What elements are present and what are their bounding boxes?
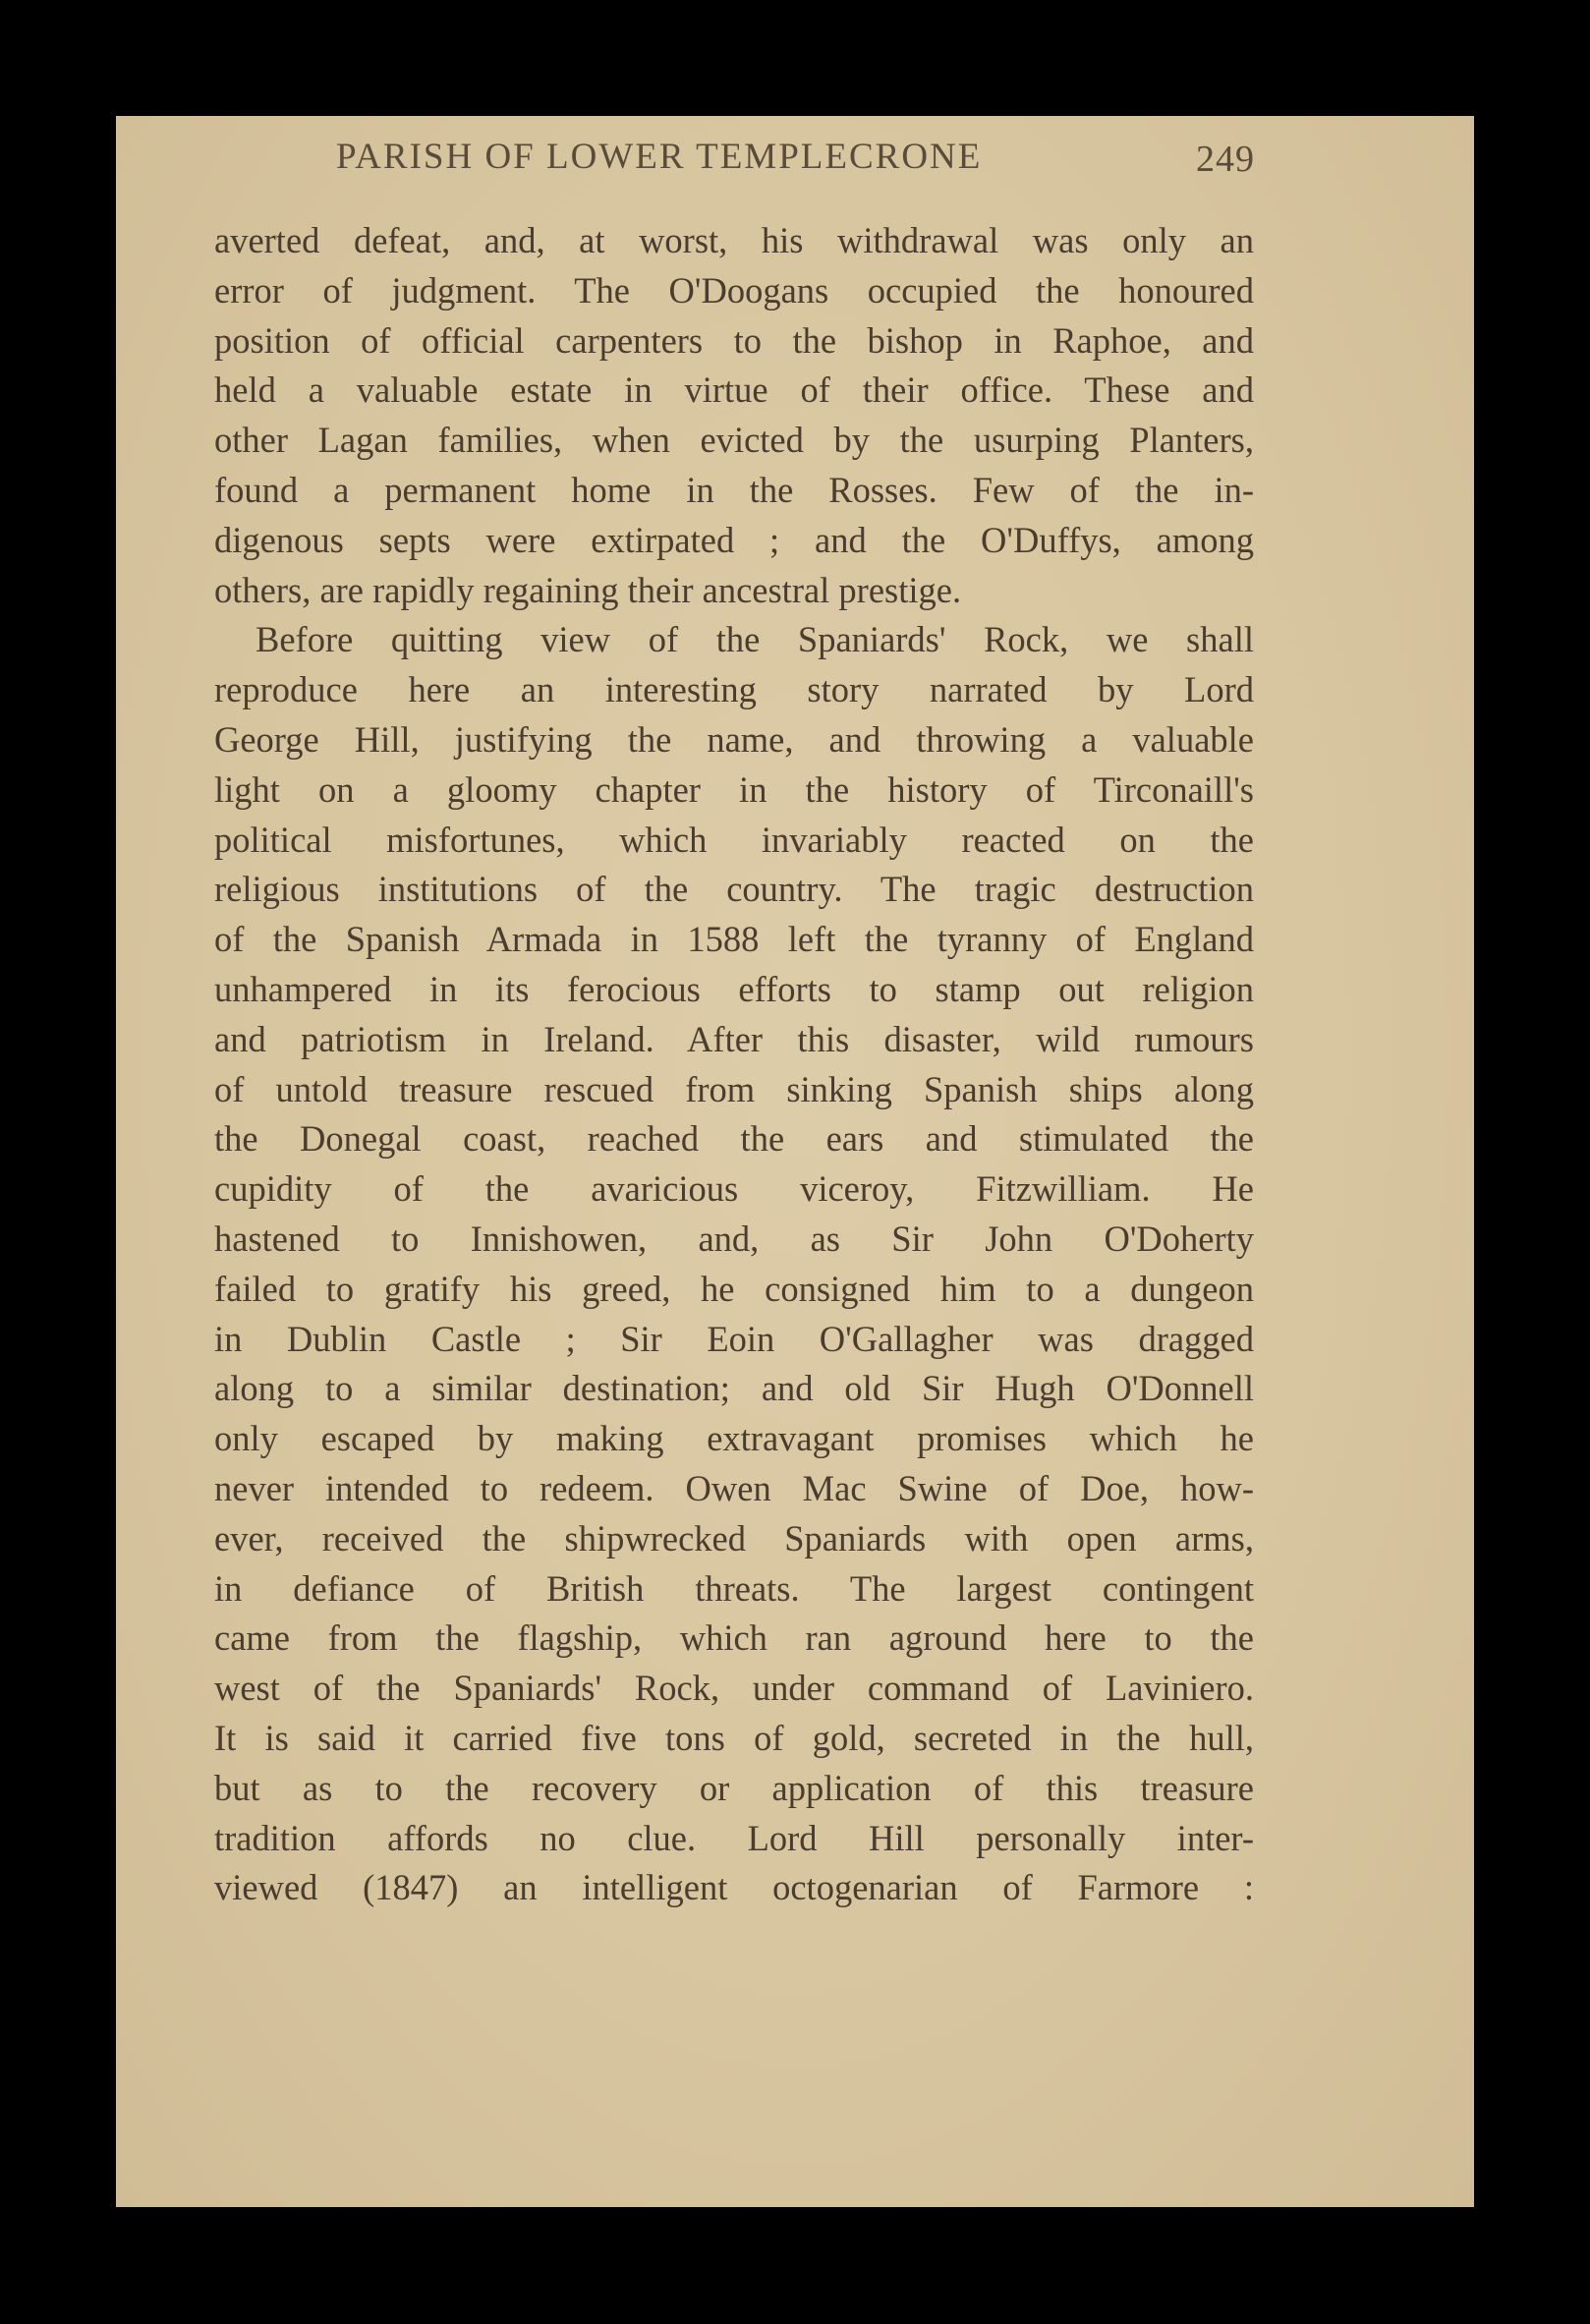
text-line: political misfortunes, which invariably reacted on the	[214, 819, 1254, 860]
text-line: other Lagan families, when evicted by the usurping Planters,	[214, 420, 1254, 461]
text-line: It is said it carried five tons of gold, secreted in the hull,	[214, 1717, 1254, 1758]
text-line: of the Spanish Armada in 1588 left the tyranny of England	[214, 919, 1254, 960]
text-line: failed to gratify his greed, he consigned him to a dungeon	[214, 1268, 1254, 1309]
text-line: the Donegal coast, reached the ears and stimulated the	[214, 1118, 1254, 1160]
text-line: viewed (1847) an intelligent octogenarian of Farmore :	[214, 1867, 1254, 1908]
text-line: in defiance of British threats. The largest contingent	[214, 1567, 1254, 1609]
text-line: error of judgment. The O'Doogans occupied the honoured	[214, 269, 1254, 311]
text-line: light on a gloomy chapter in the history of Tirconaill's	[214, 768, 1254, 810]
text-line: never intended to redeem. Owen Mac Swine of Doe, how-	[214, 1467, 1254, 1508]
text-line: ever, received the shipwrecked Spaniards with open arms,	[214, 1517, 1254, 1559]
text-line: of untold treasure rescued from sinking Spanish ships along	[214, 1068, 1254, 1109]
paragraph	[214, 615, 1254, 1913]
text-line: others, are rapidly regaining their ancestral prestige.	[214, 569, 962, 610]
body-text	[214, 216, 1254, 1913]
text-line: along to a similar destination; and old Sir Hugh O'Donnell	[214, 1368, 1254, 1409]
text-line: tradition affords no clue. Lord Hill personally inter-	[214, 1817, 1254, 1858]
text-line: position of official carpenters to the bishop in Raphoe, and	[214, 319, 1254, 361]
text-line: George Hill, justifying the name, and throwing a valuable	[214, 718, 1254, 760]
text-line: reproduce here an interesting story narrated by Lord	[214, 669, 1254, 710]
running-title: PARISH OF LOWER TEMPLECRONE	[336, 137, 983, 177]
text-line: cupidity of the avaricious viceroy, Fitzwilliam. He	[214, 1168, 1254, 1210]
text-line: religious institutions of the country. The tragic destruction	[214, 869, 1254, 910]
text-line: averted defeat, and, at worst, his withdrawal was only an	[214, 220, 1254, 260]
text-line: held a valuable estate in virtue of their office. These and	[214, 369, 1254, 411]
text-line: hastened to Innishowen, and, as Sir John O'Doherty	[214, 1218, 1254, 1259]
text-line: found a permanent home in the Rosses. Few of the in-	[214, 469, 1254, 510]
page-number: 249	[1196, 139, 1255, 180]
text-line: Before quitting view of the Spaniards' Rock, we shall	[256, 619, 1254, 660]
text-line: digenous septs were extirpated ; and the O'Duffys, among	[214, 519, 1254, 560]
text-line: in Dublin Castle ; Sir Eoin O'Gallagher was dragged	[214, 1318, 1254, 1359]
text-line: west of the Spaniards' Rock, under command of Laviniero.	[214, 1668, 1254, 1709]
text-line: only escaped by making extravagant promises which he	[214, 1418, 1254, 1459]
text-line: and patriotism in Ireland. After this disaster, wild rumours	[214, 1018, 1254, 1059]
text-line: unhampered in its ferocious efforts to stamp out religion	[214, 968, 1254, 1009]
page-header	[218, 136, 1255, 204]
paragraph	[214, 216, 1254, 615]
text-line: came from the flagship, which ran aground here to the	[214, 1617, 1254, 1659]
text-line: but as to the recovery or application of this treasure	[214, 1767, 1254, 1808]
